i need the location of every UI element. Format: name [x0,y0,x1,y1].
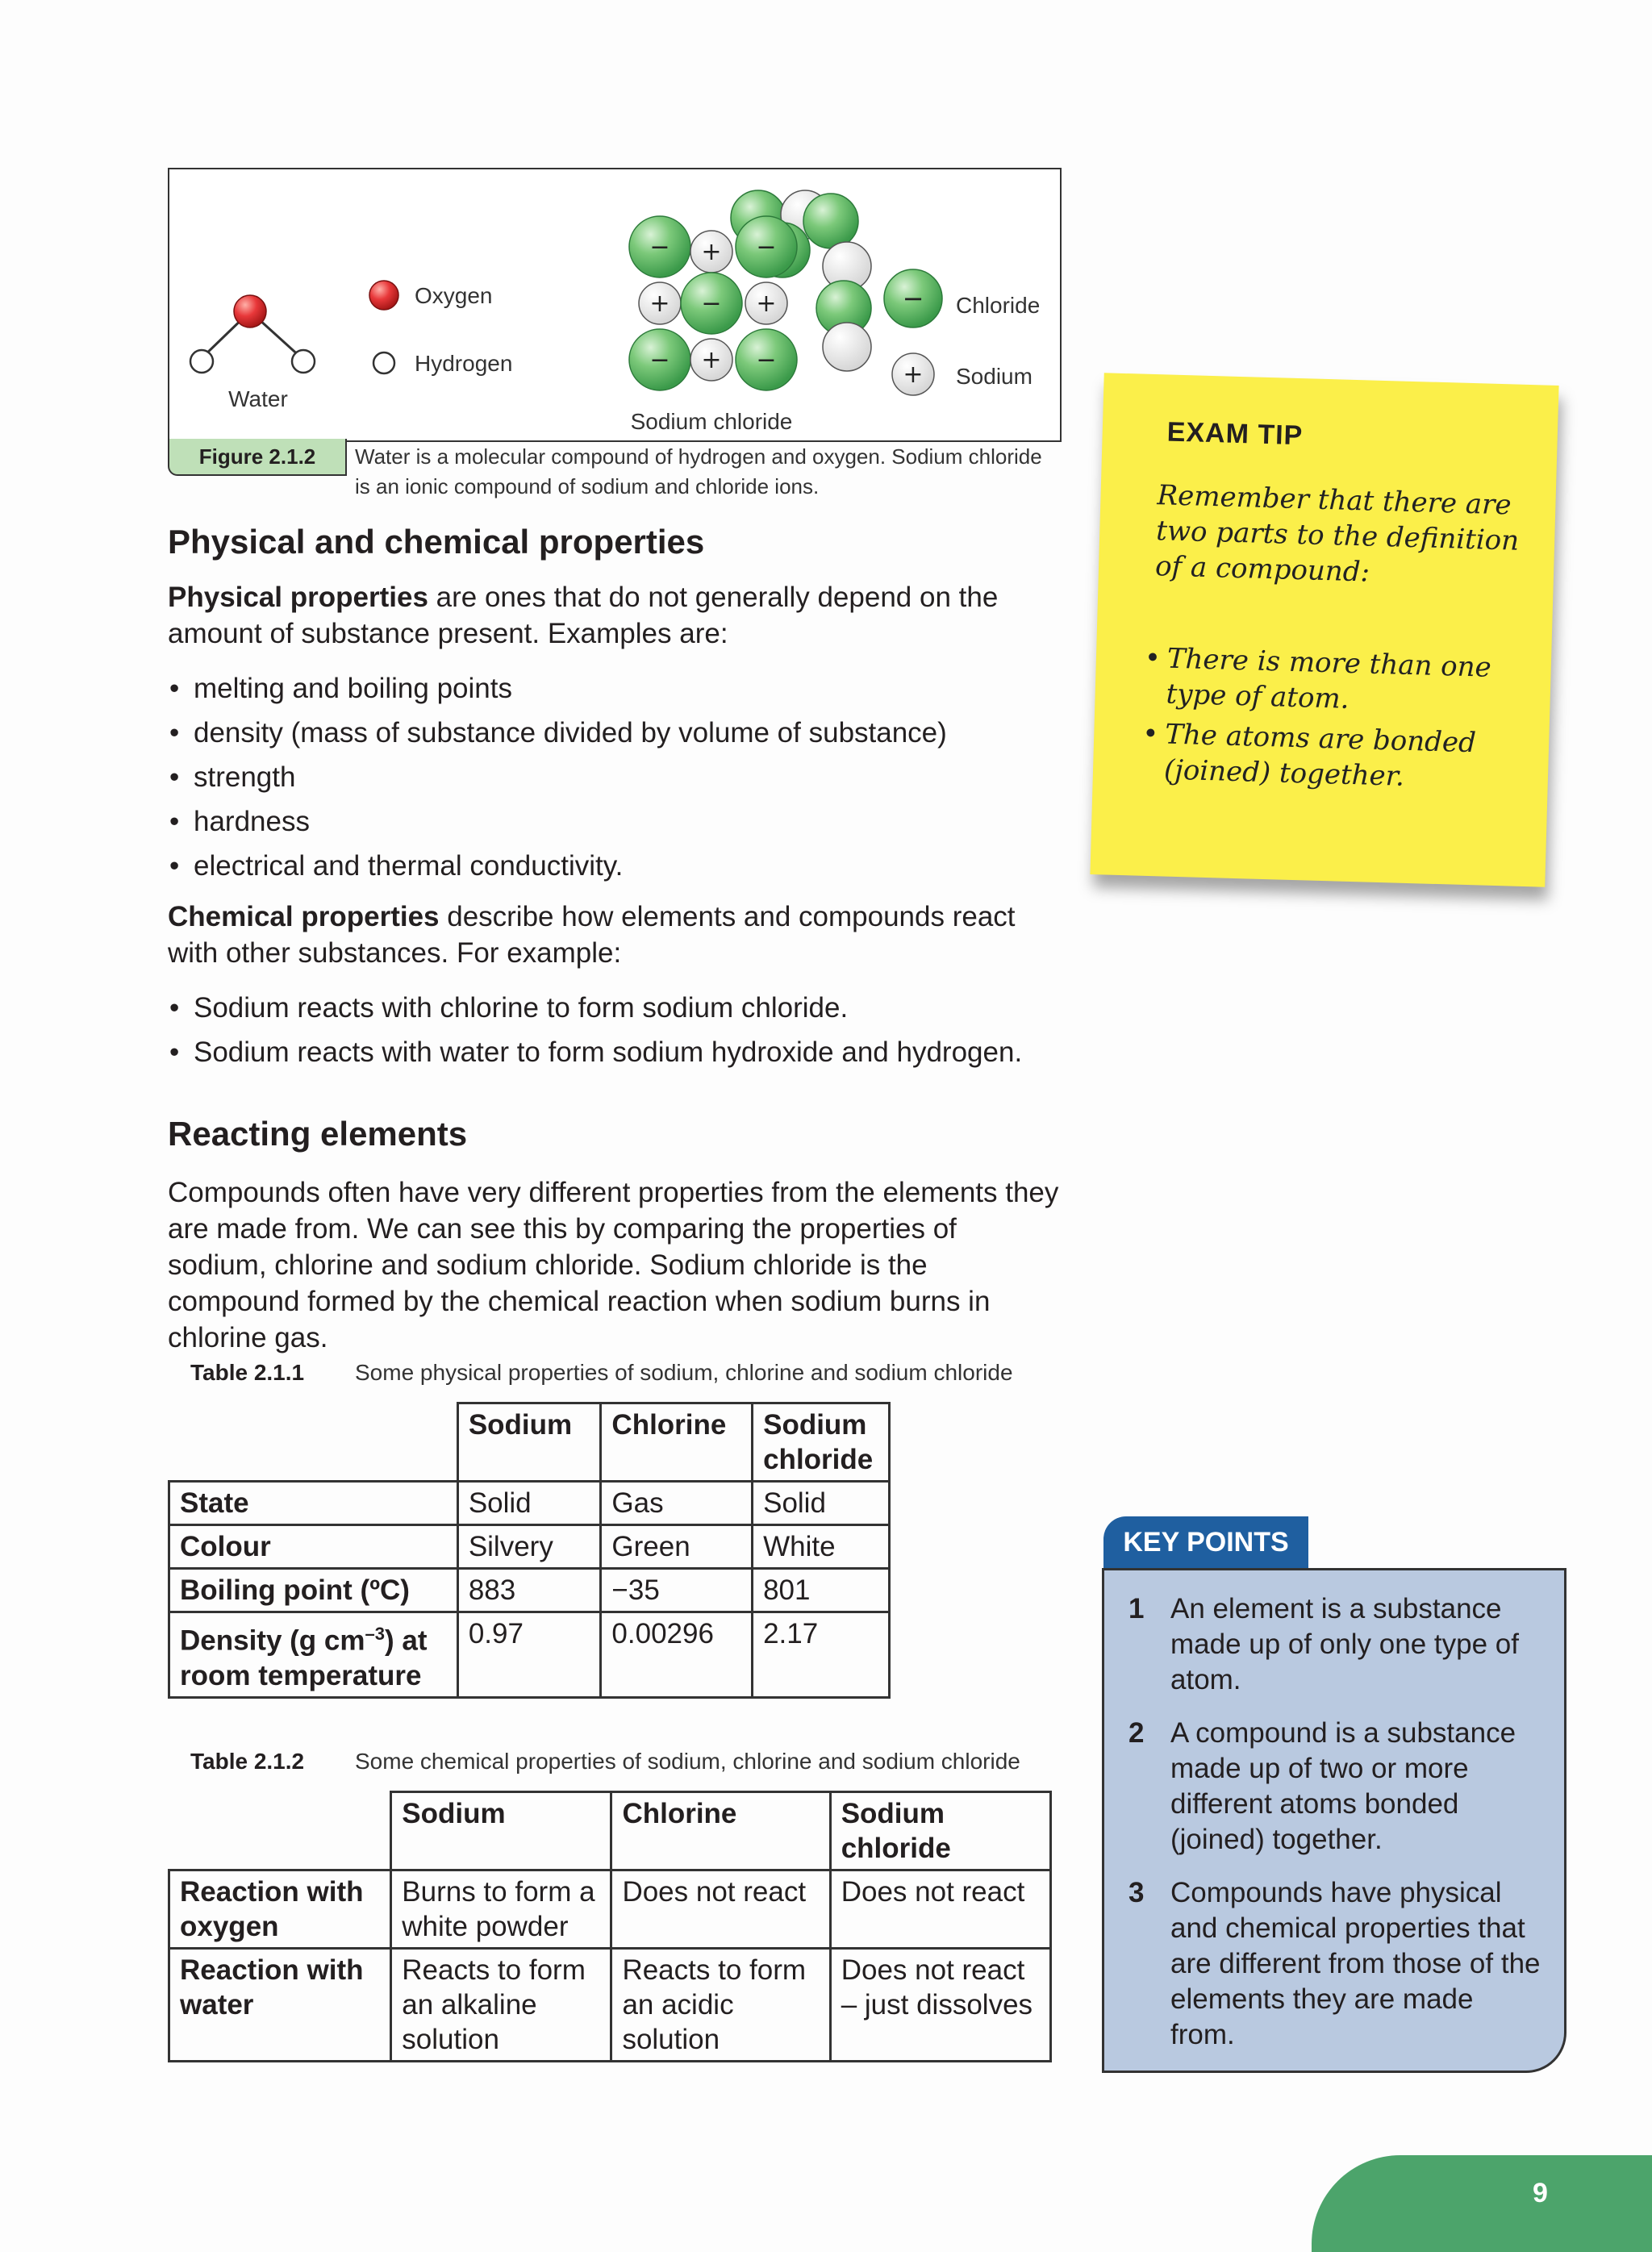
physical-properties-table [168,1402,891,1699]
table-corner [169,1792,391,1870]
figure-2-1-2 [168,168,1062,442]
table-cell: Reacts to form an alkaline solution [391,1949,611,2062]
svg-text:−: − [902,283,924,314]
table-row [169,1612,890,1698]
chemical-properties-list [168,986,1087,1074]
oxygen-label: Oxygen [415,283,493,308]
table-row [169,1482,890,1525]
column-header: Sodium chloride [830,1792,1050,1870]
figure-tag: Figure 2.1.2 [168,439,347,476]
hydrogen-legend-icon [373,352,394,373]
table-cell: Does not react [611,1870,830,1949]
svg-text:+: + [701,238,722,266]
item-number: 3 [1128,1877,1145,1908]
row-header: Reaction with oxygen [169,1870,391,1949]
table-row [169,1525,890,1569]
section-heading-properties: Physical and chemical properties [168,523,705,561]
key-points-title: KEY POINTS [1103,1516,1308,1568]
table-cell: 0.00296 [601,1612,753,1698]
physical-properties-list [168,666,1063,888]
table-cell: Green [601,1525,753,1569]
table-cell: 2.17 [753,1612,890,1698]
table-1-caption [190,1360,304,1386]
column-header: Chlorine [611,1792,830,1870]
table-row [169,1949,1051,2062]
svg-text:−: − [756,346,777,374]
water-molecule [190,295,315,373]
row-header: Density (g $cm^{-3}$) at room temperature [169,1612,458,1698]
table-cell: 0.97 [457,1612,601,1698]
list-item: • melting and boiling points [168,666,1063,711]
table-cell: Silvery [457,1525,601,1569]
row-header: Reaction with water [169,1949,391,2062]
svg-text:−: − [649,233,670,261]
list-item: 2 A compound is a substance made up of two or more different atoms bonded (joined) together. [1128,1716,1543,1858]
list-item: • The atoms are bonded (joined) together. [1141,716,1529,798]
table-cell: Solid [753,1482,890,1525]
physical-properties-paragraph: Physical properties are ones that do not generally depend on the amount of substance present. Examples are: [168,582,999,649]
svg-text:+: + [903,361,924,389]
table-cell: Solid [457,1482,601,1525]
key-points-list [1104,1570,1564,2053]
column-header: Sodium [391,1792,611,1870]
table-2-label: Table 2.1.2 [190,1749,305,1774]
table-header-row [169,1792,1051,1870]
item-number: 1 [1128,1593,1145,1624]
svg-text:−: − [649,346,670,374]
table-header-row [169,1403,890,1482]
exam-tip-intro: Remember that there are two parts to the definition of a compound: [1154,479,1520,589]
table-2-caption-text: Some chemical properties of sodium, chlorine and sodium chloride [355,1749,1020,1774]
list-item: • density (mass of substance divided by volume of substance) [168,711,1063,755]
svg-text:−: − [756,233,777,261]
oxygen-legend-icon [369,281,398,310]
row-header: Colour [169,1525,458,1569]
row-header: State [169,1482,458,1525]
table-cell: Burns to form a white powder [391,1870,611,1949]
sodium-chloride-label: Sodium chloride [630,409,793,434]
chloride-label: Chloride [956,293,1041,318]
column-header: Sodium chloride [753,1403,890,1482]
table-row [169,1870,1051,1949]
table-2-caption [190,1749,304,1774]
chemical-properties-paragraph: Chemical properties describe how elements and compounds react with other substances. For example: [168,901,1016,969]
svg-text:+: + [701,346,722,374]
list-item: • electrical and thermal conductivity. [168,844,1063,888]
table-cell: 801 [753,1569,890,1612]
list-item: 1 An element is a substance made up of only one type of atom. [1128,1591,1543,1698]
compound-diagram [169,169,1060,440]
water-label: Water [228,386,288,411]
reacting-elements-paragraph: Compounds often have very different properties from the elements they are made from. We can see this by comparing the properties of sodium, chlorine and sodium chloride. Sodium chloride is the compound formed by the chemical reaction when sodium burns in chlorine gas. [168,1177,1059,1353]
page-number: 9 [1533,2178,1548,2208]
svg-text:−: − [701,290,722,318]
page-number-tab [1312,2155,1652,2252]
hydrogen-atom [190,350,213,373]
sodium-label: Sodium [956,364,1032,389]
hydrogen-label: Hydrogen [415,351,513,376]
section-heading-reacting: Reacting elements [168,1115,468,1153]
list-item: • hardness [168,799,1063,844]
svg-text:+: + [756,290,777,318]
table-cell: White [753,1525,890,1569]
table-1-caption-text: Some physical properties of sodium, chlorine and sodium chloride [355,1360,1013,1385]
table-row [169,1569,890,1612]
exam-tip-title: EXAM TIP [1166,416,1304,452]
hydrogen-atom [292,350,315,373]
item-number: 2 [1128,1717,1145,1749]
row-header: Boiling point (ºC) [169,1569,458,1612]
key-points-box [1102,1568,1566,2073]
table-corner [169,1403,458,1482]
list-item: • Sodium reacts with chlorine to form sodium chloride. [168,986,1087,1030]
table-cell: Does not react – just dissolves [830,1949,1050,2062]
list-item: • There is more than one type of atom. [1143,640,1532,722]
table-cell: −35 [601,1569,753,1612]
table-1-label: Table 2.1.1 [190,1360,305,1385]
chemical-properties-term: Chemical properties [168,901,440,932]
sodium-chloride-lattice [629,190,871,390]
list-item: 3 Compounds have physical and chemical properties that are different from those of the elements they are made from. [1128,1875,1543,2053]
table-cell: Gas [601,1482,753,1525]
physical-properties-term: Physical properties [168,582,428,613]
chemical-properties-table [168,1791,1052,2062]
table-cell: Does not react [830,1870,1050,1949]
exam-tip-list [1141,640,1532,803]
table-cell: 883 [457,1569,601,1612]
list-item: • Sodium reacts with water to form sodium hydroxide and hydrogen. [168,1030,1087,1074]
oxygen-atom [234,295,266,327]
exam-tip-note [1090,373,1558,887]
list-item: • strength [168,755,1063,799]
figure-caption: Water is a molecular compound of hydrogen and oxygen. Sodium chloride is an ionic compound of sodium and chloride ions. [355,444,1042,498]
column-header: Sodium [457,1403,601,1482]
svg-text:+: + [649,290,670,318]
column-header: Chlorine [601,1403,753,1482]
table-cell: Reacts to form an acidic solution [611,1949,830,2062]
